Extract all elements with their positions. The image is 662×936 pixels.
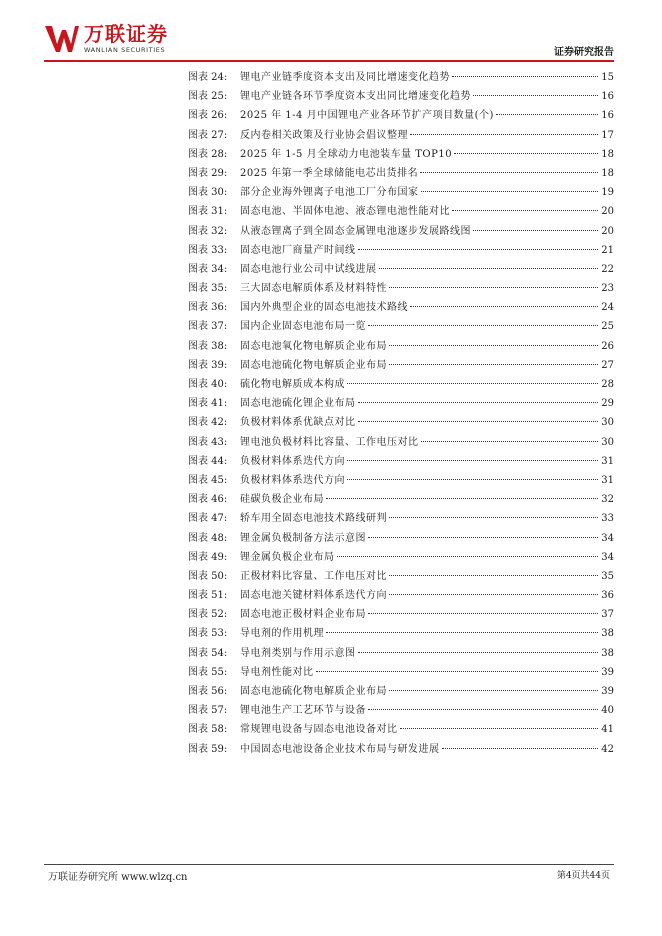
toc-page-number: 40 bbox=[601, 705, 614, 717]
toc-entry[interactable] bbox=[188, 164, 614, 183]
toc-figure-number: 图表 54: bbox=[188, 647, 228, 659]
logo-chinese-name: 万联证券 bbox=[84, 22, 168, 46]
toc-figure-number: 图表 24: bbox=[188, 72, 228, 83]
toc-entry[interactable] bbox=[188, 548, 614, 567]
toc-page-number: 30 bbox=[601, 436, 614, 448]
toc-page-number: 39 bbox=[601, 686, 614, 697]
toc-page-number: 42 bbox=[601, 743, 614, 755]
toc-figure-title: 固态电池厂商量产时间线 bbox=[240, 244, 356, 256]
toc-page-number: 19 bbox=[601, 187, 614, 199]
toc-dot-leader bbox=[410, 134, 598, 135]
toc-page-number: 30 bbox=[601, 417, 614, 429]
toc-figure-number: 图表 34: bbox=[188, 263, 228, 275]
toc-figure-number: 图表 57: bbox=[188, 705, 228, 717]
toc-figure-number: 图表 27: bbox=[188, 129, 228, 141]
toc-entry[interactable] bbox=[188, 740, 614, 759]
toc-dot-leader bbox=[421, 441, 599, 442]
toc-page-number: 28 bbox=[601, 379, 614, 390]
toc-entry[interactable] bbox=[188, 241, 614, 260]
toc-dot-leader bbox=[389, 690, 598, 691]
toc-figure-number: 图表 46: bbox=[188, 494, 228, 506]
toc-dot-leader bbox=[421, 191, 599, 192]
toc-figure-title: 负极材料体系优缺点对比 bbox=[240, 417, 356, 429]
toc-page-number: 16 bbox=[601, 91, 614, 103]
toc-figure-number: 图表 25: bbox=[188, 91, 228, 103]
toc-figure-number: 图表 33: bbox=[188, 244, 228, 256]
toc-page-number: 25 bbox=[601, 321, 614, 333]
toc-entry[interactable] bbox=[188, 433, 614, 452]
toc-page-number: 41 bbox=[601, 724, 614, 736]
toc-dot-leader bbox=[389, 594, 598, 595]
toc-page-number: 33 bbox=[601, 513, 614, 525]
toc-figure-number: 图表 41: bbox=[188, 398, 228, 410]
toc-entry[interactable] bbox=[188, 375, 614, 394]
toc-dot-leader bbox=[473, 95, 598, 96]
toc-dot-leader bbox=[368, 613, 598, 614]
toc-dot-leader bbox=[420, 172, 598, 173]
toc-page-number: 26 bbox=[601, 340, 614, 352]
toc-figure-title: 导电剂的作用机理 bbox=[240, 628, 324, 640]
toc-page-number: 27 bbox=[601, 359, 614, 371]
toc-dot-leader bbox=[326, 632, 598, 633]
toc-dot-leader bbox=[454, 153, 598, 154]
toc-dot-leader bbox=[347, 460, 598, 461]
toc-page-number: 31 bbox=[601, 455, 614, 467]
toc-entry[interactable] bbox=[188, 356, 614, 375]
toc-entry[interactable] bbox=[188, 145, 614, 164]
toc-figure-title: 锂电池生产工艺环节与设备 bbox=[240, 705, 366, 717]
toc-page-number: 18 bbox=[601, 167, 614, 179]
toc-entry[interactable] bbox=[188, 202, 614, 221]
toc-figure-title: 锂金属负极制备方法示意图 bbox=[240, 532, 366, 544]
toc-figure-number: 图表 51: bbox=[188, 590, 228, 602]
toc-page-number: 37 bbox=[601, 609, 614, 621]
toc-figure-number: 图表 43: bbox=[188, 436, 228, 448]
toc-figure-title: 负极材料体系迭代方向 bbox=[240, 455, 345, 467]
toc-figure-title: 国内企业固态电池布局一览 bbox=[240, 321, 366, 333]
toc-figure-title: 负极材料体系迭代方向 bbox=[240, 474, 345, 486]
toc-figure-number: 图表 29: bbox=[188, 167, 228, 179]
header-divider bbox=[44, 60, 614, 62]
toc-page-number: 20 bbox=[601, 206, 614, 218]
toc-figure-number: 图表 38: bbox=[188, 340, 228, 352]
toc-entry[interactable] bbox=[188, 605, 614, 624]
toc-entry[interactable] bbox=[188, 394, 614, 413]
toc-dot-leader bbox=[442, 748, 599, 749]
toc-page-number: 23 bbox=[601, 283, 614, 295]
toc-page-number: 38 bbox=[601, 628, 614, 640]
toc-figure-title: 硫化物电解质成本构成 bbox=[240, 379, 345, 390]
toc-entry[interactable] bbox=[188, 644, 614, 663]
toc-dot-leader bbox=[337, 556, 599, 557]
toc-figure-title: 轿车用全固态电池技术路线研判 bbox=[240, 513, 387, 525]
toc-entry[interactable] bbox=[188, 298, 614, 317]
wanlian-logo-icon bbox=[44, 24, 80, 54]
toc-figure-title: 2025 年第一季全球储能电芯出货排名 bbox=[240, 167, 419, 179]
toc-figure-number: 图表 36: bbox=[188, 302, 228, 314]
toc-dot-leader bbox=[358, 652, 599, 653]
toc-entry[interactable] bbox=[188, 413, 614, 432]
toc-figure-title: 反内卷相关政策及行业协会倡议整理 bbox=[240, 129, 408, 141]
toc-page-number: 20 bbox=[601, 225, 614, 237]
footer-source: 万联证券研究所 www.wlzq.cn bbox=[48, 872, 188, 883]
toc-entry[interactable] bbox=[188, 317, 614, 336]
report-type-label: 证券研究报告 bbox=[554, 47, 614, 58]
toc-dot-leader bbox=[452, 210, 598, 211]
toc-figure-number: 图表 28: bbox=[188, 148, 228, 160]
toc-figure-number: 图表 45: bbox=[188, 474, 228, 486]
toc-dot-leader bbox=[358, 402, 599, 403]
toc-entry[interactable] bbox=[188, 260, 614, 279]
toc-figure-title: 硅碳负极企业布局 bbox=[240, 494, 324, 506]
toc-figure-title: 部分企业海外锂离子电池工厂分布国家 bbox=[240, 187, 419, 199]
toc-dot-leader bbox=[358, 421, 599, 422]
company-logo bbox=[44, 24, 168, 60]
toc-entry[interactable] bbox=[188, 183, 614, 202]
toc-figure-number: 图表 48: bbox=[188, 532, 228, 544]
toc-figure-title: 固态电池正极材料企业布局 bbox=[240, 609, 366, 621]
toc-dot-leader bbox=[368, 325, 598, 326]
toc-entry[interactable] bbox=[188, 337, 614, 356]
toc-figure-title: 固态电池、半固体电池、液态锂电池性能对比 bbox=[240, 206, 450, 218]
toc-page-number: 39 bbox=[601, 666, 614, 678]
toc-entry[interactable] bbox=[188, 87, 614, 106]
toc-entry[interactable] bbox=[188, 106, 614, 125]
toc-figure-number: 图表 44: bbox=[188, 455, 228, 467]
toc-figure-title: 中国固态电池设备企业技术布局与研发进展 bbox=[240, 743, 440, 755]
toc-figure-title: 导电剂类别与作用示意图 bbox=[240, 647, 356, 659]
toc-page-number: 36 bbox=[601, 590, 614, 602]
footer-page-number: 第4页共44页 bbox=[556, 871, 610, 881]
toc-page-number: 18 bbox=[601, 148, 614, 160]
toc-figure-title: 固态电池氧化物电解质企业布局 bbox=[240, 340, 387, 352]
toc-figure-number: 图表 37: bbox=[188, 321, 228, 333]
toc-figure-number: 图表 31: bbox=[188, 206, 228, 218]
toc-page-number: 17 bbox=[601, 129, 614, 141]
toc-page-number: 34 bbox=[601, 551, 614, 563]
toc-figure-number: 图表 50: bbox=[188, 570, 228, 582]
toc-dot-leader bbox=[368, 709, 598, 710]
toc-entry[interactable] bbox=[188, 490, 614, 509]
toc-entry[interactable] bbox=[188, 452, 614, 471]
toc-figure-title: 固态电池硫化锂企业布局 bbox=[240, 398, 356, 410]
toc-figure-title: 正极材料比容量、工作电压对比 bbox=[240, 570, 387, 582]
toc-figure-number: 图表 42: bbox=[188, 417, 228, 429]
toc-page-number: 34 bbox=[601, 532, 614, 544]
toc-figure-number: 图表 30: bbox=[188, 187, 228, 199]
toc-page-number: 21 bbox=[601, 244, 614, 256]
toc-figure-title: 导电剂性能对比 bbox=[240, 666, 314, 678]
toc-figure-number: 图表 40: bbox=[188, 379, 228, 390]
toc-dot-leader bbox=[379, 268, 599, 269]
toc-dot-leader bbox=[347, 383, 598, 384]
toc-figure-number: 图表 32: bbox=[188, 225, 228, 237]
toc-dot-leader bbox=[400, 728, 599, 729]
toc-figure-title: 从液态锂离子到全固态金属锂电池逐步发展路线图 bbox=[240, 225, 471, 237]
toc-dot-leader bbox=[389, 575, 598, 576]
toc-dot-leader bbox=[389, 517, 598, 518]
toc-figure-title: 三大固态电解质体系及材料特性 bbox=[240, 283, 387, 295]
toc-page-number: 15 bbox=[601, 72, 614, 83]
toc-entry[interactable] bbox=[188, 586, 614, 605]
toc-entry[interactable] bbox=[188, 663, 614, 682]
toc-figure-title: 锂金属负极企业布局 bbox=[240, 551, 335, 563]
toc-figure-title: 锂电产业链各环节季度资本支出同比增速变化趋势 bbox=[240, 91, 471, 103]
toc-figure-number: 图表 56: bbox=[188, 686, 228, 697]
toc-figure-number: 图表 59: bbox=[188, 743, 228, 755]
toc-dot-leader bbox=[452, 76, 598, 77]
toc-figure-number: 图表 47: bbox=[188, 513, 228, 525]
toc-dot-leader bbox=[389, 364, 598, 365]
toc-dot-leader bbox=[358, 249, 599, 250]
toc-figure-number: 图表 58: bbox=[188, 724, 228, 736]
toc-figure-title: 2025 年 1-5 月全球动力电池装车量 TOP10 bbox=[240, 148, 453, 160]
toc-page-number: 16 bbox=[601, 110, 614, 122]
toc-page-number: 24 bbox=[601, 302, 614, 314]
toc-dot-leader bbox=[496, 114, 598, 115]
toc-figure-number: 图表 53: bbox=[188, 628, 228, 640]
toc-figure-number: 图表 55: bbox=[188, 666, 228, 678]
toc-figure-number: 图表 52: bbox=[188, 609, 228, 621]
toc-entry[interactable] bbox=[188, 529, 614, 548]
toc-entry[interactable] bbox=[188, 701, 614, 720]
page-header bbox=[0, 0, 662, 66]
toc-dot-leader bbox=[389, 287, 598, 288]
toc-figure-title: 常规锂电设备与固态电池设备对比 bbox=[240, 724, 398, 736]
toc-figure-title: 固态电池行业公司中试线进展 bbox=[240, 263, 377, 275]
logo-english-name: WANLIAN SECURITIES bbox=[84, 46, 166, 54]
toc-figure-title: 固态电池关键材料体系迭代方向 bbox=[240, 590, 387, 602]
toc-page-number: 38 bbox=[601, 647, 614, 659]
toc-figure-title: 国内外典型企业的固态电池技术路线 bbox=[240, 302, 408, 314]
toc-entry[interactable] bbox=[188, 624, 614, 643]
toc-entry[interactable] bbox=[188, 567, 614, 586]
toc-page-number: 22 bbox=[601, 263, 614, 275]
toc-dot-leader bbox=[368, 537, 598, 538]
toc-entry[interactable] bbox=[188, 126, 614, 145]
toc-figure-number: 图表 26: bbox=[188, 110, 228, 122]
toc-dot-leader bbox=[326, 498, 598, 499]
toc-dot-leader bbox=[316, 671, 599, 672]
toc-entry[interactable] bbox=[188, 279, 614, 298]
toc-entry[interactable] bbox=[188, 682, 614, 701]
toc-figure-title: 固态电池硫化物电解质企业布局 bbox=[240, 686, 387, 697]
toc-figure-title: 锂电池负极材料比容量、工作电压对比 bbox=[240, 436, 419, 448]
toc-dot-leader bbox=[473, 230, 598, 231]
footer-divider bbox=[44, 864, 614, 865]
toc-figure-number: 图表 49: bbox=[188, 551, 228, 563]
figure-index-list bbox=[188, 68, 614, 759]
toc-figure-number: 图表 39: bbox=[188, 359, 228, 371]
toc-dot-leader bbox=[347, 479, 598, 480]
toc-entry[interactable] bbox=[188, 471, 614, 490]
toc-figure-number: 图表 35: bbox=[188, 283, 228, 295]
toc-entry[interactable] bbox=[188, 222, 614, 241]
toc-page-number: 35 bbox=[601, 570, 614, 582]
toc-page-number: 29 bbox=[601, 398, 614, 410]
toc-dot-leader bbox=[410, 306, 598, 307]
toc-figure-title: 2025 年 1-4 月中国锂电产业各环节扩产项目数量(个) bbox=[240, 110, 494, 122]
toc-entry[interactable] bbox=[188, 509, 614, 528]
toc-page-number: 32 bbox=[601, 494, 614, 506]
toc-page-number: 31 bbox=[601, 474, 614, 486]
toc-entry[interactable] bbox=[188, 720, 614, 739]
toc-entry[interactable] bbox=[188, 68, 614, 87]
toc-figure-title: 锂电产业链季度资本支出及同比增速变化趋势 bbox=[240, 72, 450, 83]
toc-dot-leader bbox=[389, 345, 598, 346]
toc-figure-title: 固态电池硫化物电解质企业布局 bbox=[240, 359, 387, 371]
